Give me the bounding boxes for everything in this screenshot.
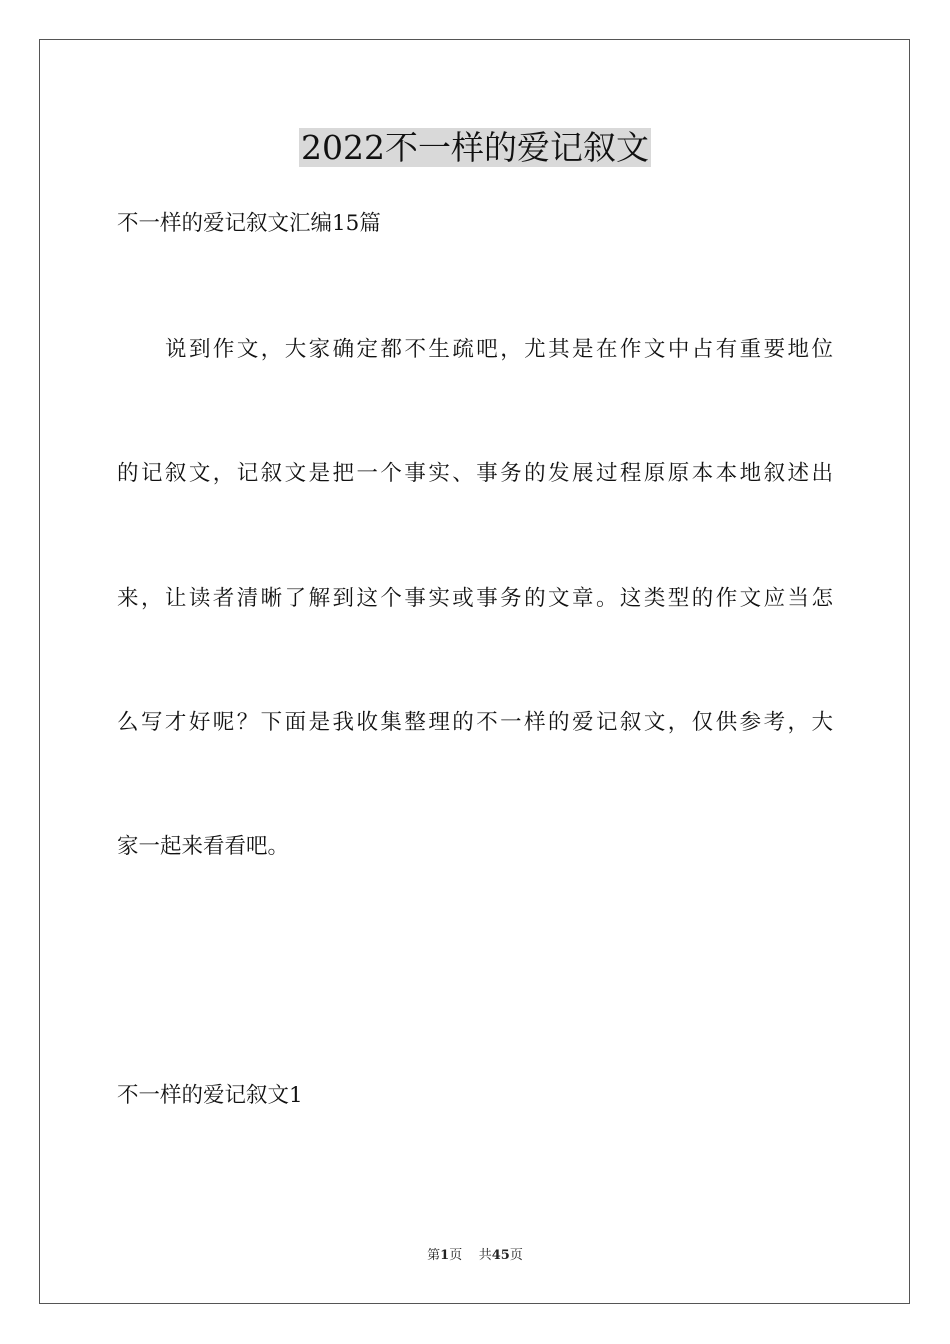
document-subtitle: 不一样的爱记叙文汇编15篇 [117,211,381,236]
intro-line-5: 家一起来看看吧。 [117,834,290,859]
footer-page-suffix: 页 [449,1248,463,1263]
footer-total-prefix: 共 [478,1248,492,1263]
footer-total-pages: 45 [491,1248,510,1263]
page-footer [0,1247,950,1265]
document-title [0,126,950,170]
intro-line-4: 么写才好呢？下面是我收集整理的不一样的爱记叙文，仅供参考，大 [117,710,833,735]
intro-line-2: 的记叙文，记叙文是把一个事实、事务的发展过程原原本本地叙述出 [117,461,833,486]
section-heading: 不一样的爱记叙文1 [117,1083,303,1108]
footer-page-number: 1 [440,1248,450,1263]
document-title-text: 2022不一样的爱记叙文 [301,128,649,167]
intro-line-1: 说到作文，大家确定都不生疏吧，尤其是在作文中占有重要地位 [165,337,833,362]
intro-line-3: 来，让读者清晰了解到这个事实或事务的文章。这类型的作文应当怎 [117,586,833,611]
footer-total-suffix: 页 [509,1248,523,1263]
footer-page-prefix: 第 [427,1248,441,1263]
